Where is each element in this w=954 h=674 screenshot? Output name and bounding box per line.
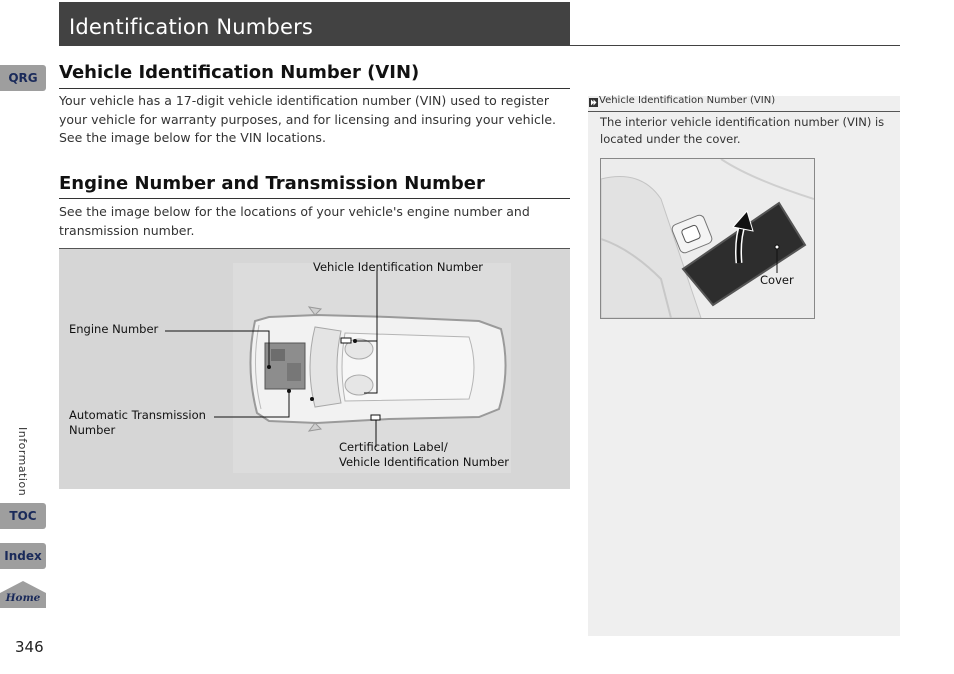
home-icon (0, 580, 46, 608)
vehicle-location-diagram (59, 248, 570, 489)
section-label: Information (16, 427, 29, 497)
diagram-label-vin: Vehicle Identification Number (313, 260, 484, 274)
vin-cover-illustration (600, 158, 815, 319)
note-panel (588, 96, 900, 636)
note-header-rule (588, 111, 900, 112)
engine-heading: Engine Number and Transmission Number (59, 173, 485, 194)
diagram-label-transmission-line1: Automatic Transmission (69, 408, 206, 422)
page-title: Identification Numbers (69, 15, 314, 39)
qrg-button[interactable]: QRG (0, 65, 46, 91)
page-number: 346 (15, 638, 44, 656)
vin-heading: Vehicle Identification Number (VIN) (59, 62, 420, 83)
vin-heading-rule (59, 88, 570, 89)
note-header-text: Vehicle Identification Number (VIN) (599, 95, 776, 106)
index-button[interactable]: Index (0, 543, 46, 569)
note-header (588, 96, 900, 112)
vin-paragraph: Your vehicle has a 17-digit vehicle identification number (VIN) used to register your vehicle for warranty purposes, and for licensing and insuring your vehicle. See the image below for the VIN locations. (59, 93, 557, 145)
interior-cover-drawing (601, 159, 814, 318)
engine-paragraph: See the image below for the locations of your vehicle's engine number and transmission number. (59, 204, 530, 238)
diagram-label-engine: Engine Number (69, 322, 159, 336)
engine-heading-rule (59, 198, 570, 199)
note-text: The interior vehicle identification number (VIN) is located under the cover. (600, 115, 885, 146)
diagram-label-certification (339, 440, 509, 470)
diagram-label-transmission (69, 408, 206, 438)
diagram-label-cert-line1: Certification Label/ (339, 440, 448, 454)
toc-button[interactable]: TOC (0, 503, 46, 529)
reference-arrow-icon (589, 98, 598, 107)
home-button[interactable] (0, 580, 46, 608)
home-label: Home (5, 592, 41, 604)
diagram-label-cert-line2: Vehicle Identification Number (339, 455, 510, 469)
cover-label: Cover (760, 273, 794, 287)
diagram-label-transmission-line2: Number (69, 423, 116, 437)
title-rule (570, 45, 900, 46)
title-bar (59, 2, 570, 46)
